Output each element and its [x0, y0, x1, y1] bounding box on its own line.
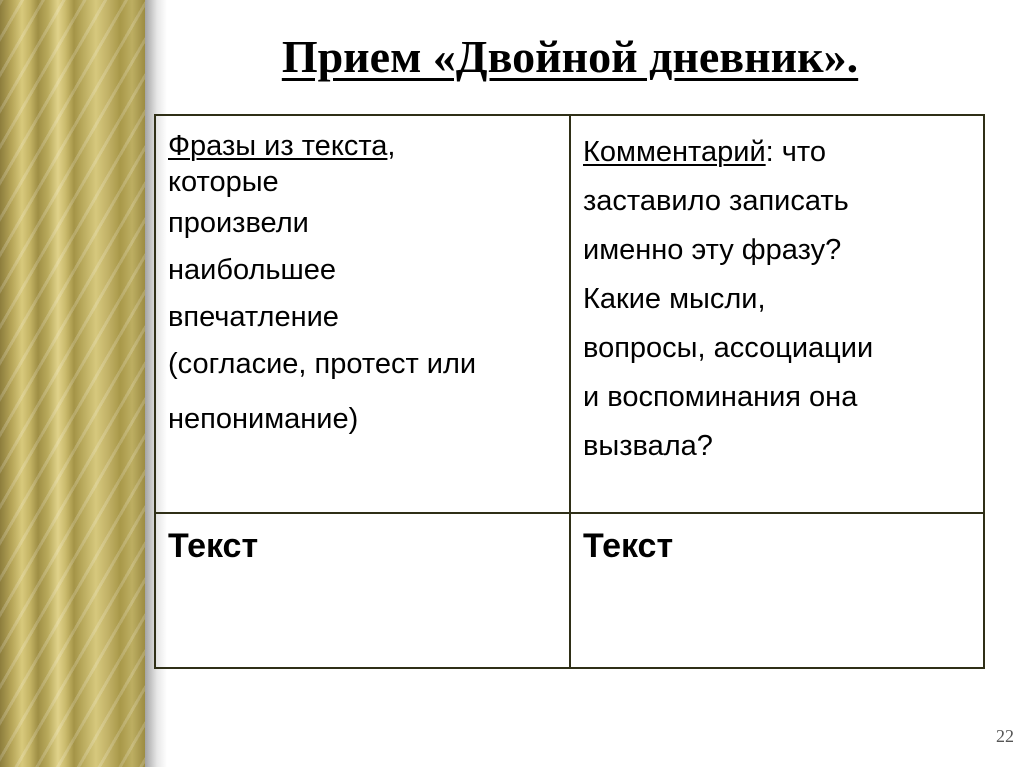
left-header-text	[156, 116, 569, 450]
left-header-line: наибольшее	[168, 254, 336, 286]
left-header-line: впечатление	[168, 301, 339, 333]
left-header-line: непонимание)	[168, 403, 359, 435]
right-header-line: Какие мысли,	[583, 283, 766, 315]
right-body-cell	[570, 513, 984, 668]
decorative-gold-band	[0, 0, 145, 767]
right-body-text: Текст	[583, 527, 674, 565]
left-header-line: произвели	[168, 207, 309, 239]
table-header-row	[155, 115, 984, 513]
left-body-cell	[155, 513, 570, 668]
slide-title: Прием «Двойной дневник».	[281, 31, 859, 82]
left-header-lead-line	[168, 128, 559, 164]
left-header-lead: Фразы из текста	[168, 130, 388, 162]
right-header-lead-line	[583, 128, 973, 177]
double-diary-table	[154, 114, 985, 669]
right-header-line: и воспоминания она	[583, 381, 858, 413]
left-header-cell	[155, 115, 570, 513]
right-header-line: заставило записать	[583, 185, 849, 217]
left-body-text: Текст	[168, 527, 259, 565]
left-header-line: (согласие, протест или	[168, 348, 477, 380]
right-header-line: вызвала?	[583, 430, 713, 462]
right-header-cell	[570, 115, 984, 513]
right-header-line: вопросы, ассоциации	[583, 332, 874, 364]
right-header-line: именно эту фразу?	[583, 234, 842, 266]
page-number: 22	[996, 726, 1014, 746]
right-header-text	[571, 116, 983, 471]
right-header-lead-rest: : что	[765, 136, 826, 168]
right-header-lead: Комментарий	[583, 136, 766, 168]
left-header-lead-punct: ,	[387, 130, 396, 162]
table-body-row	[155, 513, 984, 668]
left-header-line: которые	[168, 166, 279, 198]
